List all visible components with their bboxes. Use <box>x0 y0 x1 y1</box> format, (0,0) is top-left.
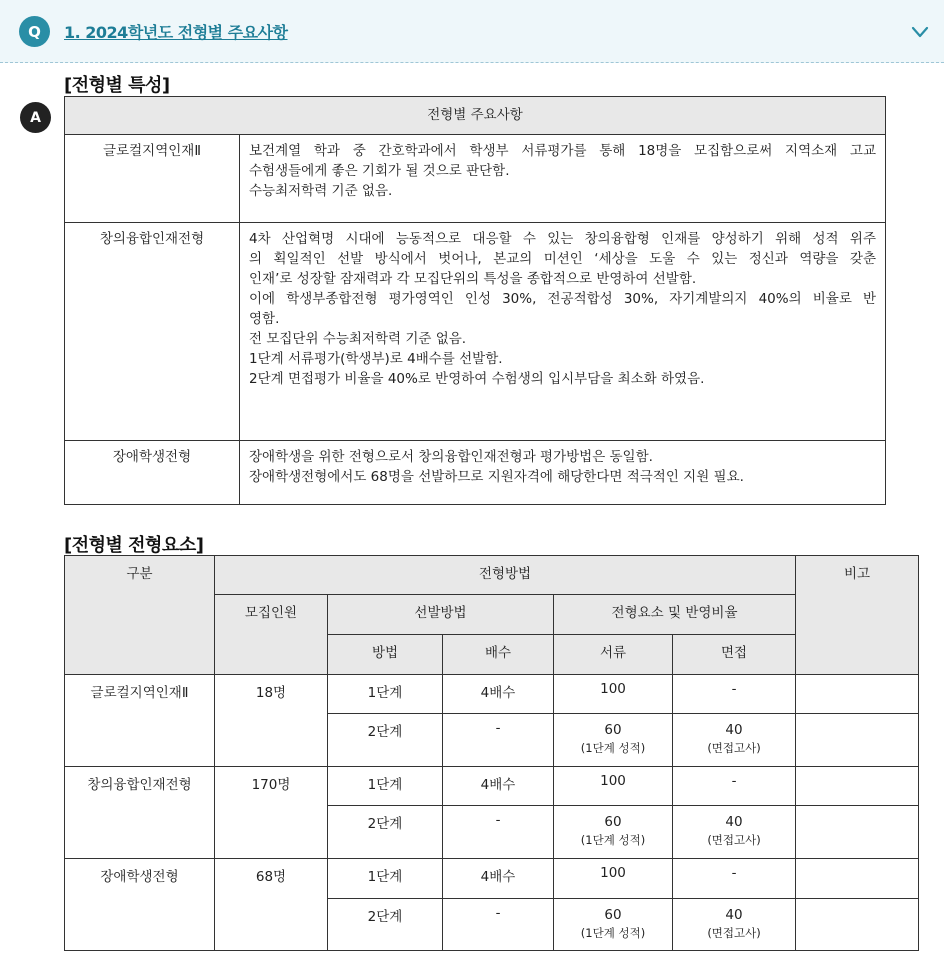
content-line: 의 획일적인 선발 방식에서 벗어나, 본교의 미션인 ‘세상을 도울 수 있는 정신과 역량을 갖춘 <box>249 251 876 267</box>
remark-cell <box>796 675 919 714</box>
recruit-cell: 18명 <box>215 675 328 767</box>
content-line: 보건계열 학과 중 간호학과에서 학생부 서류평가를 통해 18명을 모집함으로써 지역소재 고교 <box>249 143 877 159</box>
content-line: 장애학생을 위한 전형으로서 창의융합인재전형과 평가방법은 동일함. <box>249 449 653 465</box>
content-line: 수능최저학력 기준 없음. <box>249 183 393 199</box>
recruit-cell: 68명 <box>215 859 328 951</box>
document-cell: 100 <box>554 675 673 714</box>
header-remark: 비고 <box>796 556 919 675</box>
remark-cell <box>796 767 919 806</box>
document-value: 60 <box>604 814 622 830</box>
content-line: 영함. <box>249 311 280 327</box>
row-label: 글로컬지역인재Ⅱ <box>65 135 240 223</box>
content-line: 수험생들에게 좋은 기회가 될 것으로 판단함. <box>249 163 510 179</box>
interview-value: 40 <box>725 814 743 830</box>
table-header-row <box>65 97 886 135</box>
interview-note: (면접고사) <box>707 926 761 940</box>
method-cell: 1단계 <box>328 675 443 714</box>
category-cell: 글로컬지역인재Ⅱ <box>65 675 215 767</box>
method-cell: 1단계 <box>328 859 443 899</box>
multiple-cell: 4배수 <box>443 675 554 714</box>
method-cell: 2단계 <box>328 714 443 767</box>
content-line: 이에 학생부종합전형 평가영역인 인성 30%, 전공적합성 30%, 자기계발의지 40%의 비율로 반 <box>249 291 877 307</box>
remark-cell <box>796 806 919 859</box>
interview-cell: - <box>673 767 796 806</box>
header-category: 구분 <box>65 556 215 675</box>
chevron-down-icon[interactable] <box>910 22 930 42</box>
category-cell: 장애학생전형 <box>65 859 215 951</box>
document-cell <box>554 899 673 951</box>
row-content <box>240 135 886 223</box>
row-content <box>240 223 886 441</box>
interview-cell: - <box>673 859 796 899</box>
header-document: 서류 <box>554 635 673 675</box>
question-badge: Q <box>19 16 50 47</box>
document-note: (1단계 성적) <box>580 926 646 940</box>
document-cell: 100 <box>554 767 673 806</box>
header-selection: 선발방법 <box>328 595 554 635</box>
interview-value: 40 <box>725 722 743 738</box>
table-row <box>65 767 919 806</box>
question-bar[interactable] <box>0 0 944 63</box>
header-row <box>65 556 919 595</box>
table-header: 전형별 주요사항 <box>65 97 886 135</box>
characteristics-table <box>64 96 886 505</box>
interview-cell <box>673 899 796 951</box>
document-value: 60 <box>604 722 622 738</box>
multiple-cell: 4배수 <box>443 859 554 899</box>
document-note: (1단계 성적) <box>580 833 646 847</box>
header-interview: 면접 <box>673 635 796 675</box>
table-row <box>65 441 886 505</box>
section-heading-characteristics: [전형별 특성] <box>64 75 170 96</box>
table-row <box>65 223 886 441</box>
question-title[interactable]: 1. 2024학년도 전형별 주요사항 <box>64 23 288 42</box>
content-line: 전 모집단위 수능최저학력 기준 없음. <box>249 331 467 347</box>
multiple-cell: 4배수 <box>443 767 554 806</box>
interview-value: 40 <box>725 907 743 923</box>
interview-note: (면접고사) <box>707 833 761 847</box>
header-method: 방법 <box>328 635 443 675</box>
content-line: 2단계 면접평가 비율을 40%로 반영하여 수험생의 입시부담을 최소화 하였음. <box>249 371 705 387</box>
table-row <box>65 675 919 714</box>
interview-note: (면접고사) <box>707 741 761 755</box>
header-method-group: 전형방법 <box>215 556 796 595</box>
table-row <box>65 859 919 899</box>
content-line: 1단계 서류평가(학생부)로 4배수를 선발함. <box>249 351 503 367</box>
content-line: 인재’로 성장할 잠재력과 각 모집단위의 특성을 종합적으로 반영하여 선발함. <box>249 271 697 287</box>
interview-cell <box>673 806 796 859</box>
header-elements: 전형요소 및 반영비율 <box>554 595 796 635</box>
method-cell: 2단계 <box>328 899 443 951</box>
document-note: (1단계 성적) <box>580 741 646 755</box>
method-cell: 2단계 <box>328 806 443 859</box>
interview-cell: - <box>673 675 796 714</box>
remark-cell <box>796 899 919 951</box>
document-cell <box>554 806 673 859</box>
answer-badge: A <box>20 102 51 133</box>
section-heading-elements: [전형별 전형요소] <box>64 535 204 556</box>
row-label: 창의융합인재전형 <box>65 223 240 441</box>
recruit-cell: 170명 <box>215 767 328 859</box>
document-value: 60 <box>604 907 622 923</box>
method-cell: 1단계 <box>328 767 443 806</box>
multiple-cell: - <box>443 806 554 859</box>
content-line: 4차 산업혁명 시대에 능동적으로 대응할 수 있는 창의융합형 인재를 양성하기 위해 성적 위주 <box>249 231 877 247</box>
row-label: 장애학생전형 <box>65 441 240 505</box>
document-cell <box>554 714 673 767</box>
content-line: 장애학생전형에서도 68명을 선발하므로 지원자격에 해당한다면 적극적인 지원 필요. <box>249 469 744 485</box>
remark-cell <box>796 714 919 767</box>
multiple-cell: - <box>443 899 554 951</box>
document-cell: 100 <box>554 859 673 899</box>
elements-table <box>64 555 919 951</box>
header-recruit: 모집인원 <box>215 595 328 675</box>
remark-cell <box>796 859 919 899</box>
multiple-cell: - <box>443 714 554 767</box>
category-cell: 창의융합인재전형 <box>65 767 215 859</box>
row-content <box>240 441 886 505</box>
table-row <box>65 135 886 223</box>
interview-cell <box>673 714 796 767</box>
header-multiple: 배수 <box>443 635 554 675</box>
